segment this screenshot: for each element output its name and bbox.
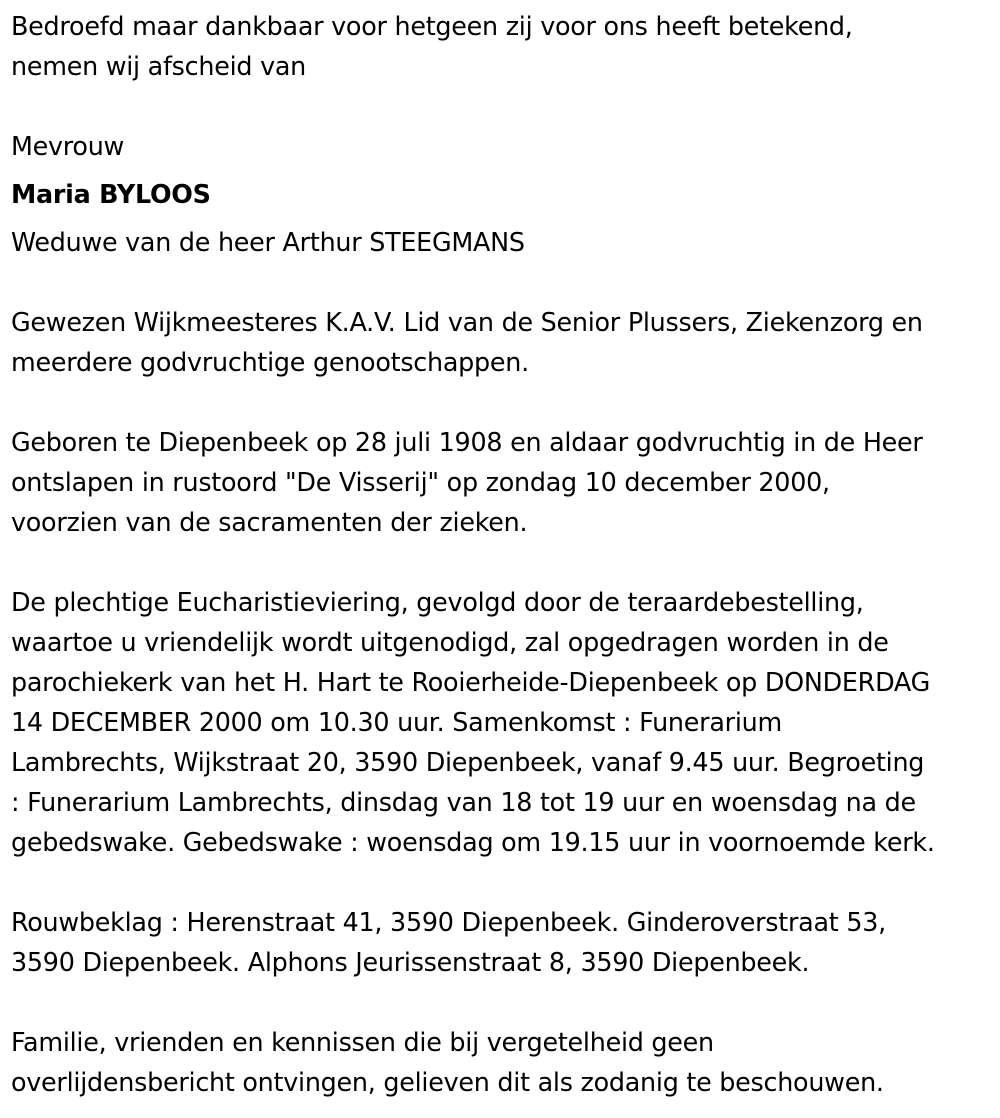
deceased-name: Maria BYLOOS	[11, 179, 211, 209]
closing-note: Familie, vrienden en kennissen die bij vergetelheid geen overlijdensbericht ontvingen, gelieven dit als zodanig te beschouwen.	[11, 1027, 884, 1097]
memberships-text: Gewezen Wijkmeesteres K.A.V. Lid van de Senior Plussers, Ziekenzorg en meerdere godvruchtige genootschappen.	[11, 307, 923, 377]
widow-of-text: Weduwe van de heer Arthur STEEGMANS	[11, 227, 525, 257]
obituary-notice	[11, 6, 995, 1102]
condolence-addresses: Rouwbeklag : Herenstraat 41, 3590 Diepenbeek. Ginderoverstraat 53, 3590 Diepenbeek. Alphons Jeurissenstraat 8, 3590 Diepenbeek.	[11, 907, 886, 977]
ceremony-text: De plechtige Eucharistieviering, gevolgd door de teraardebestelling, waartoe u vriendelijk wordt uitgenodigd, zal opgedragen worden in de parochiekerk van het H. Hart te Rooierheide-Diepenbeek op DONDERDAG 14 DECEMBER 2000 om 10.30 uur. Samenkomst : Funerarium Lambrechts, Wijkstraat 20, 3590 Diepenbeek, vanaf 9.45 uur. Begroeting : Funerarium Lambrechts, dinsdag van 18 tot 19 uur en woensdag na de gebedswake. Gebedswake : woensdag om 19.15 uur in voornoemde kerk.	[11, 587, 935, 857]
birth-death-text: Geboren te Diepenbeek op 28 juli 1908 en aldaar godvruchtig in de Heer ontslapen in rustoord "De Visserij" op zondag 10 december 2000, voorzien van de sacramenten der zieken.	[11, 427, 923, 537]
intro-text: Bedroefd maar dankbaar voor hetgeen zij voor ons heeft betekend, nemen wij afscheid van	[11, 11, 853, 81]
salutation: Mevrouw	[11, 131, 125, 161]
